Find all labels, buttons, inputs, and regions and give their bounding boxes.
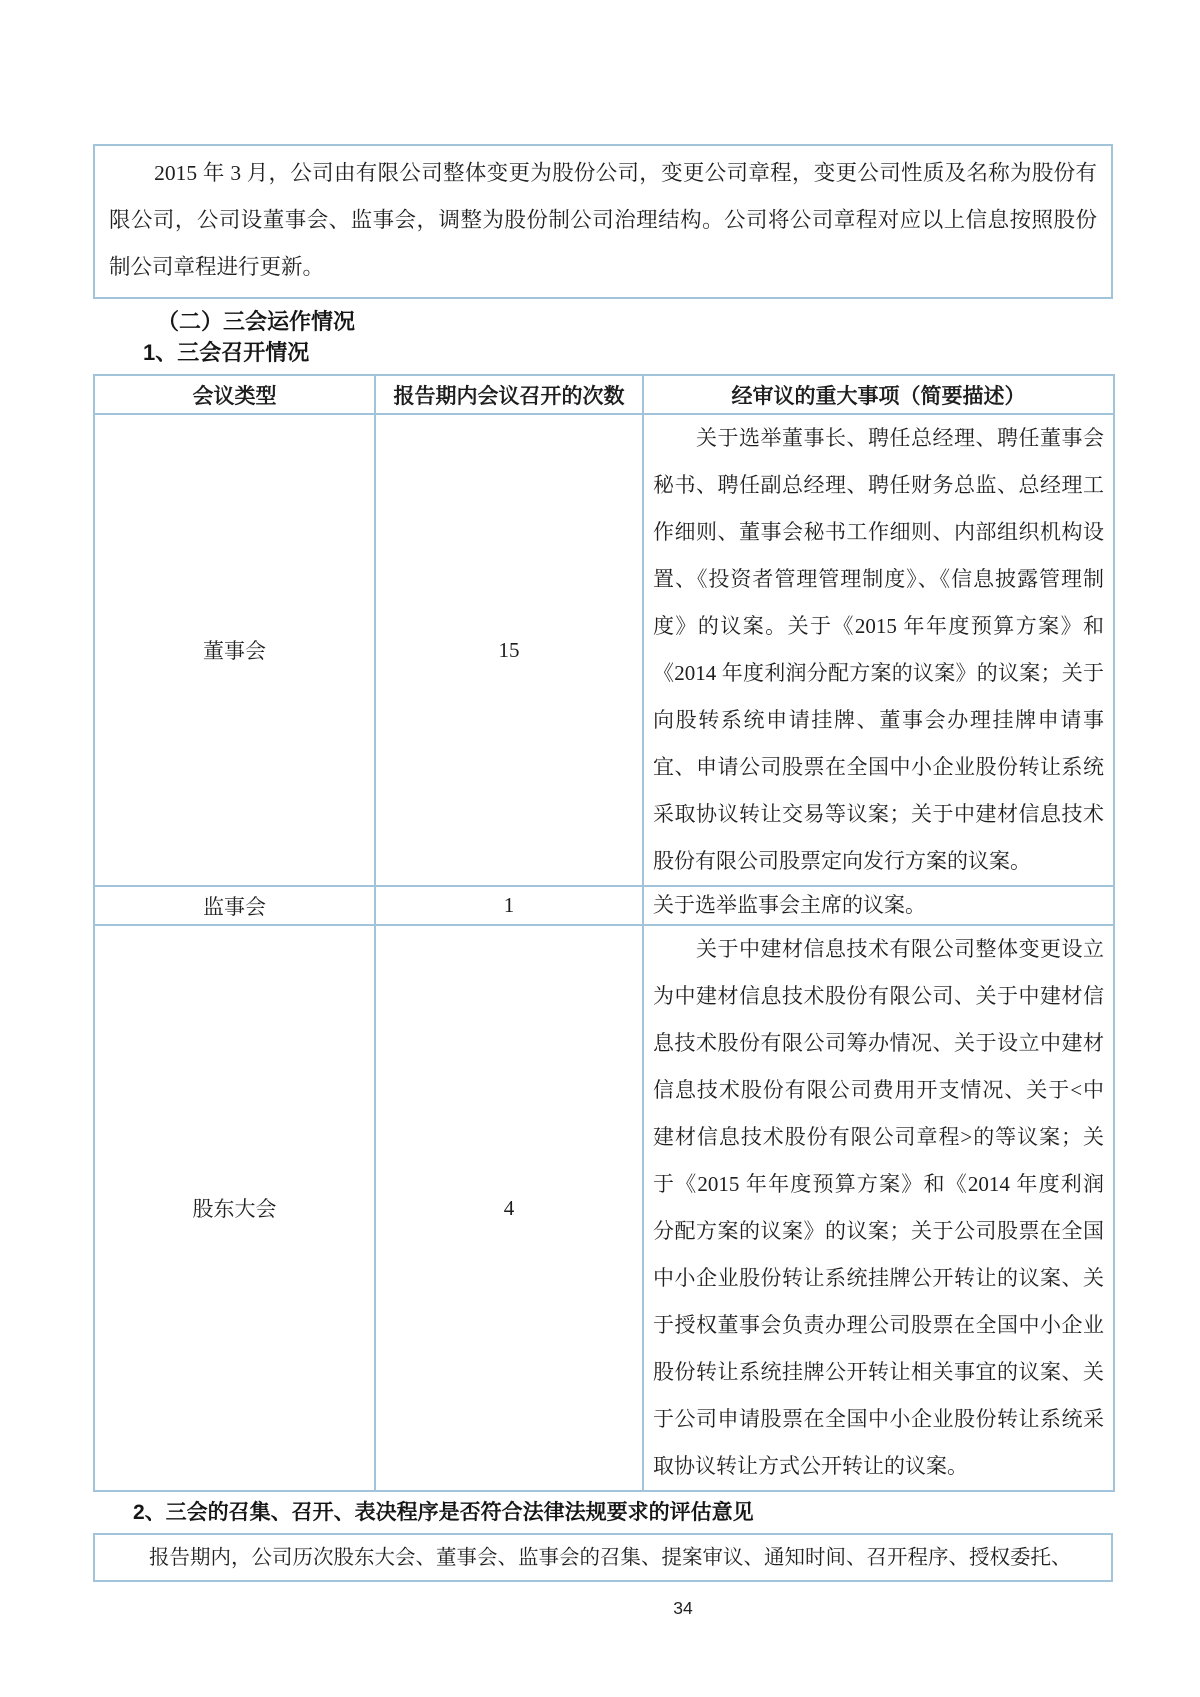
intro-paragraph: 2015 年 3 月，公司由有限公司整体变更为股份公司，变更公司章程，变更公司性质及名称为股份有限公司，公司设董事会、监事会，调整为股份制公司治理结构。公司将公司章程对应以上信息按照股份制公司章程进行更新。 [109, 161, 1097, 279]
meeting-matters-text: 关于选举监事会主席的议案。 [653, 893, 926, 917]
meeting-count-cell: 4 [375, 925, 643, 1491]
closing-paragraph-box [93, 1533, 1113, 1582]
intro-paragraph-box [93, 144, 1113, 299]
meeting-matters-text: 关于中建材信息技术有限公司整体变更设立为中建材信息技术股份有限公司、关于中建材信息技术股份有限公司筹办情况、关于设立中建材信息技术股份有限公司费用开支情况、关于<中建材信息技术股份有限公司章程>的等议案；关于《2015 年年度预算方案》和《2014 年度利润分配方案的议案》的议案；关于公司股票在全国中小企业股份转让系统挂牌公开转让的议案、关于授权董事会负责办理公司股票在全国中小企业股份转让系统挂牌公开转让相关事宜的议案、关于公司申请股票在全国中小企业股份转让系统采取协议转让方式公开转让的议案。 [653, 937, 1104, 1478]
col-header-meeting-count: 报告期内会议召开的次数 [375, 375, 643, 414]
page-number: 34 [673, 1598, 693, 1618]
table-row-board [94, 414, 1114, 886]
meeting-type-cell: 股东大会 [94, 925, 375, 1491]
closing-paragraph: 报告期内，公司历次股东大会、董事会、监事会的召集、提案审议、通知时间、召开程序、授权委托、 [149, 1547, 1072, 1569]
table-row-shareholders [94, 925, 1114, 1491]
col-header-meeting-type: 会议类型 [94, 375, 375, 414]
meetings-table [93, 374, 1115, 1492]
meeting-matters-cell [643, 886, 1114, 925]
table-row-supervisors [94, 886, 1114, 925]
section-heading-three-meetings-operation: （二）三会运作情况 [157, 309, 356, 334]
page-content [93, 0, 1113, 1619]
subsection-heading-meeting-convening: 1、三会召开情况 [143, 340, 310, 365]
meeting-type-cell: 监事会 [94, 886, 375, 925]
meeting-count-cell: 1 [375, 886, 643, 925]
col-header-major-matters: 经审议的重大事项（简要描述） [643, 375, 1114, 414]
meeting-count-cell: 15 [375, 414, 643, 886]
subsection-heading-procedures-compliance: 2、三会的召集、召开、表决程序是否符合法律法规要求的评估意见 [133, 1501, 754, 1524]
table-header-row [94, 375, 1114, 414]
meeting-matters-text: 关于选举董事长、聘任总经理、聘任董事会秘书、聘任副总经理、聘任财务总监、总经理工作细则、董事会秘书工作细则、内部组织机构设置、《投资者管理管理制度》、《信息披露管理制度》的议案。关于《2015 年年度预算方案》和《2014 年度利润分配方案的议案》的议案；关于向股转系统申请挂牌、董事会办理挂牌申请事宜、申请公司股票在全国中小企业股份转让系统采取协议转让交易等议案；关于中建材信息技术股份有限公司股票定向发行方案的议案。 [653, 426, 1104, 873]
meeting-matters-cell [643, 925, 1114, 1491]
meeting-matters-cell [643, 414, 1114, 886]
meeting-type-cell: 董事会 [94, 414, 375, 886]
